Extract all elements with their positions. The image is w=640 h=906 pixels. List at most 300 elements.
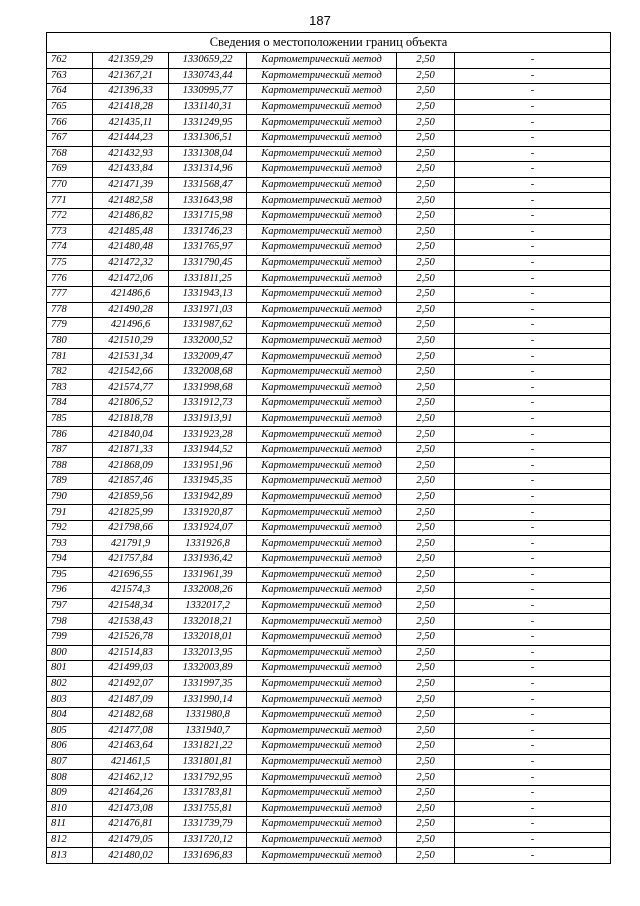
accuracy-cell: 2,50 [397,520,455,536]
point-number: 807 [47,754,93,770]
coord-y: 1331568,47 [169,177,247,193]
method-cell: Картометрический метод [247,364,397,380]
coord-x: 421871,33 [93,442,169,458]
table-row [47,271,611,287]
point-number: 768 [47,146,93,162]
point-number: 810 [47,801,93,817]
point-number: 790 [47,489,93,505]
coord-x: 421435,11 [93,115,169,131]
method-cell: Картометрический метод [247,130,397,146]
table-row [47,723,611,739]
table-row [47,130,611,146]
table-row [47,661,611,677]
point-number: 763 [47,68,93,84]
coord-x: 421480,48 [93,240,169,256]
accuracy-cell: 2,50 [397,770,455,786]
coord-y: 1332013,95 [169,645,247,661]
coord-x: 421574,3 [93,583,169,599]
accuracy-cell: 2,50 [397,224,455,240]
description-cell: - [455,240,611,256]
description-cell: - [455,505,611,521]
description-cell: - [455,255,611,271]
point-number: 778 [47,302,93,318]
point-number: 774 [47,240,93,256]
coord-y: 1331765,97 [169,240,247,256]
method-cell: Картометрический метод [247,817,397,833]
description-cell: - [455,349,611,365]
method-cell: Картометрический метод [247,567,397,583]
coord-x: 421472,06 [93,271,169,287]
coord-x: 421531,34 [93,349,169,365]
accuracy-cell: 2,50 [397,458,455,474]
coord-y: 1331940,7 [169,723,247,739]
description-cell: - [455,302,611,318]
accuracy-cell: 2,50 [397,817,455,833]
description-cell: - [455,162,611,178]
point-number: 806 [47,739,93,755]
coord-y: 1331997,35 [169,676,247,692]
description-cell: - [455,489,611,505]
table-row [47,224,611,240]
accuracy-cell: 2,50 [397,380,455,396]
description-cell: - [455,801,611,817]
accuracy-cell: 2,50 [397,583,455,599]
table-row [47,333,611,349]
accuracy-cell: 2,50 [397,723,455,739]
table-row [47,520,611,536]
point-number: 798 [47,614,93,630]
coord-y: 1330743,44 [169,68,247,84]
description-cell: - [455,146,611,162]
coord-y: 1331961,39 [169,567,247,583]
point-number: 809 [47,785,93,801]
method-cell: Картометрический метод [247,723,397,739]
method-cell: Картометрический метод [247,442,397,458]
table-row [47,832,611,848]
description-cell: - [455,520,611,536]
table-row [47,396,611,412]
table-row [47,567,611,583]
coord-y: 1331308,04 [169,146,247,162]
table-row [47,240,611,256]
accuracy-cell: 2,50 [397,629,455,645]
coord-x: 421367,21 [93,68,169,84]
description-cell: - [455,785,611,801]
table-row [47,380,611,396]
method-cell: Картометрический метод [247,146,397,162]
accuracy-cell: 2,50 [397,53,455,69]
accuracy-cell: 2,50 [397,193,455,209]
table-row [47,364,611,380]
point-number: 780 [47,333,93,349]
coord-y: 1331715,98 [169,208,247,224]
method-cell: Картометрический метод [247,333,397,349]
point-number: 791 [47,505,93,521]
description-cell: - [455,130,611,146]
coord-x: 421477,08 [93,723,169,739]
table-row [47,146,611,162]
coord-x: 421490,28 [93,302,169,318]
coord-x: 421485,48 [93,224,169,240]
description-cell: - [455,567,611,583]
accuracy-cell: 2,50 [397,302,455,318]
accuracy-cell: 2,50 [397,286,455,302]
coord-x: 421526,78 [93,629,169,645]
coord-x: 421464,26 [93,785,169,801]
point-number: 772 [47,208,93,224]
method-cell: Картометрический метод [247,68,397,84]
accuracy-cell: 2,50 [397,661,455,677]
point-number: 783 [47,380,93,396]
description-cell: - [455,458,611,474]
accuracy-cell: 2,50 [397,99,455,115]
point-number: 801 [47,661,93,677]
method-cell: Картометрический метод [247,286,397,302]
table-row [47,255,611,271]
table-row [47,286,611,302]
coord-x: 421359,29 [93,53,169,69]
description-cell: - [455,832,611,848]
accuracy-cell: 2,50 [397,115,455,131]
table-body [47,53,611,864]
table-row [47,349,611,365]
coord-y: 1332008,68 [169,364,247,380]
point-number: 773 [47,224,93,240]
coord-y: 1331998,68 [169,380,247,396]
accuracy-cell: 2,50 [397,848,455,864]
coord-x: 421538,43 [93,614,169,630]
coord-x: 421473,08 [93,801,169,817]
table-row [47,411,611,427]
point-number: 765 [47,99,93,115]
coord-x: 421487,09 [93,692,169,708]
method-cell: Картометрический метод [247,785,397,801]
coord-x: 421868,09 [93,458,169,474]
point-number: 805 [47,723,93,739]
point-number: 788 [47,458,93,474]
coord-x: 421463,64 [93,739,169,755]
coord-x: 421514,83 [93,645,169,661]
coord-y: 1331811,25 [169,271,247,287]
coord-x: 421479,05 [93,832,169,848]
table-row [47,427,611,443]
table-row [47,489,611,505]
method-cell: Картометрический метод [247,255,397,271]
method-cell: Картометрический метод [247,754,397,770]
table-title-row [47,33,611,53]
coord-y: 1331306,51 [169,130,247,146]
table-row [47,68,611,84]
point-number: 803 [47,692,93,708]
table-row [47,115,611,131]
coord-y: 1331643,98 [169,193,247,209]
accuracy-cell: 2,50 [397,801,455,817]
description-cell: - [455,271,611,287]
coord-x: 421818,78 [93,411,169,427]
point-number: 799 [47,629,93,645]
coord-y: 1332009,47 [169,349,247,365]
coord-y: 1332018,01 [169,629,247,645]
method-cell: Картометрический метод [247,520,397,536]
point-number: 804 [47,707,93,723]
method-cell: Картометрический метод [247,645,397,661]
method-cell: Картометрический метод [247,489,397,505]
description-cell: - [455,380,611,396]
coord-y: 1331944,52 [169,442,247,458]
coord-x: 421486,6 [93,286,169,302]
point-number: 813 [47,848,93,864]
table-row [47,848,611,864]
accuracy-cell: 2,50 [397,536,455,552]
point-number: 771 [47,193,93,209]
method-cell: Картометрический метод [247,629,397,645]
method-cell: Картометрический метод [247,458,397,474]
method-cell: Картометрический метод [247,536,397,552]
method-cell: Картометрический метод [247,832,397,848]
coord-y: 1332018,21 [169,614,247,630]
method-cell: Картометрический метод [247,614,397,630]
description-cell: - [455,193,611,209]
point-number: 775 [47,255,93,271]
coord-y: 1331755,81 [169,801,247,817]
coord-y: 1332003,89 [169,661,247,677]
table-row [47,177,611,193]
table-row [47,318,611,334]
point-number: 787 [47,442,93,458]
description-cell: - [455,224,611,240]
method-cell: Картометрический метод [247,505,397,521]
coord-y: 1331945,35 [169,474,247,490]
coord-y: 1331942,89 [169,489,247,505]
coord-x: 421432,93 [93,146,169,162]
coord-y: 1331790,45 [169,255,247,271]
table-row [47,442,611,458]
table-row [47,53,611,69]
accuracy-cell: 2,50 [397,739,455,755]
point-number: 808 [47,770,93,786]
point-number: 789 [47,474,93,490]
coord-x: 421806,52 [93,396,169,412]
coord-x: 421482,68 [93,707,169,723]
description-cell: - [455,208,611,224]
table-row [47,817,611,833]
description-cell: - [455,707,611,723]
coord-y: 1331739,79 [169,817,247,833]
point-number: 786 [47,427,93,443]
accuracy-cell: 2,50 [397,785,455,801]
accuracy-cell: 2,50 [397,349,455,365]
table-row [47,474,611,490]
description-cell: - [455,645,611,661]
accuracy-cell: 2,50 [397,333,455,349]
method-cell: Картометрический метод [247,474,397,490]
coord-y: 1331987,62 [169,318,247,334]
description-cell: - [455,68,611,84]
description-cell: - [455,661,611,677]
accuracy-cell: 2,50 [397,146,455,162]
table-row [47,99,611,115]
point-number: 779 [47,318,93,334]
table-row [47,801,611,817]
description-cell: - [455,427,611,443]
coord-x: 421418,28 [93,99,169,115]
description-cell: - [455,848,611,864]
description-cell: - [455,177,611,193]
table-row [47,614,611,630]
accuracy-cell: 2,50 [397,552,455,568]
coord-x: 421471,39 [93,177,169,193]
accuracy-cell: 2,50 [397,318,455,334]
point-number: 795 [47,567,93,583]
accuracy-cell: 2,50 [397,692,455,708]
table-row [47,692,611,708]
coord-y: 1331943,13 [169,286,247,302]
accuracy-cell: 2,50 [397,505,455,521]
coord-y: 1331980,8 [169,707,247,723]
description-cell: - [455,723,611,739]
description-cell: - [455,99,611,115]
coord-x: 421825,99 [93,505,169,521]
table-row [47,707,611,723]
accuracy-cell: 2,50 [397,255,455,271]
method-cell: Картометрический метод [247,598,397,614]
description-cell: - [455,411,611,427]
table-row [47,458,611,474]
point-number: 792 [47,520,93,536]
point-number: 802 [47,676,93,692]
method-cell: Картометрический метод [247,240,397,256]
coord-x: 421857,46 [93,474,169,490]
accuracy-cell: 2,50 [397,427,455,443]
point-number: 770 [47,177,93,193]
coord-y: 1331249,95 [169,115,247,131]
coord-y: 1331792,95 [169,770,247,786]
method-cell: Картометрический метод [247,661,397,677]
description-cell: - [455,614,611,630]
accuracy-cell: 2,50 [397,84,455,100]
point-number: 812 [47,832,93,848]
point-number: 784 [47,396,93,412]
accuracy-cell: 2,50 [397,754,455,770]
boundary-table [46,32,611,864]
coord-x: 421462,12 [93,770,169,786]
description-cell: - [455,318,611,334]
coord-y: 1331801,81 [169,754,247,770]
accuracy-cell: 2,50 [397,442,455,458]
coord-y: 1331783,81 [169,785,247,801]
coord-x: 421472,32 [93,255,169,271]
description-cell: - [455,739,611,755]
description-cell: - [455,754,611,770]
point-number: 762 [47,53,93,69]
coord-y: 1331720,12 [169,832,247,848]
method-cell: Картометрический метод [247,99,397,115]
table-row [47,629,611,645]
coord-x: 421548,34 [93,598,169,614]
coord-x: 421840,04 [93,427,169,443]
description-cell: - [455,115,611,131]
coord-y: 1331923,28 [169,427,247,443]
accuracy-cell: 2,50 [397,489,455,505]
table-row [47,770,611,786]
point-number: 764 [47,84,93,100]
method-cell: Картометрический метод [247,193,397,209]
table-row [47,505,611,521]
table-row [47,302,611,318]
description-cell: - [455,770,611,786]
coord-x: 421496,6 [93,318,169,334]
coord-x: 421461,5 [93,754,169,770]
coord-y: 1331936,42 [169,552,247,568]
point-number: 777 [47,286,93,302]
method-cell: Картометрический метод [247,801,397,817]
accuracy-cell: 2,50 [397,707,455,723]
method-cell: Картометрический метод [247,53,397,69]
description-cell: - [455,817,611,833]
method-cell: Картометрический метод [247,583,397,599]
description-cell: - [455,552,611,568]
coord-x: 421444,23 [93,130,169,146]
method-cell: Картометрический метод [247,349,397,365]
accuracy-cell: 2,50 [397,177,455,193]
method-cell: Картометрический метод [247,552,397,568]
method-cell: Картометрический метод [247,848,397,864]
point-number: 811 [47,817,93,833]
table-row [47,208,611,224]
accuracy-cell: 2,50 [397,645,455,661]
coord-x: 421791,9 [93,536,169,552]
table-row [47,676,611,692]
method-cell: Картометрический метод [247,162,397,178]
method-cell: Картометрический метод [247,676,397,692]
method-cell: Картометрический метод [247,770,397,786]
method-cell: Картометрический метод [247,380,397,396]
method-cell: Картометрический метод [247,411,397,427]
accuracy-cell: 2,50 [397,208,455,224]
accuracy-cell: 2,50 [397,832,455,848]
point-number: 794 [47,552,93,568]
description-cell: - [455,286,611,302]
table-row [47,645,611,661]
table-title: Сведения о местоположении границ объекта [47,33,611,53]
description-cell: - [455,333,611,349]
point-number: 796 [47,583,93,599]
coord-y: 1331920,87 [169,505,247,521]
coord-y: 1331926,8 [169,536,247,552]
coord-y: 1331314,96 [169,162,247,178]
coord-y: 1331990,14 [169,692,247,708]
accuracy-cell: 2,50 [397,411,455,427]
coord-y: 1332000,52 [169,333,247,349]
coord-x: 421542,66 [93,364,169,380]
point-number: 769 [47,162,93,178]
coord-y: 1332008,26 [169,583,247,599]
accuracy-cell: 2,50 [397,271,455,287]
method-cell: Картометрический метод [247,318,397,334]
table-row [47,598,611,614]
point-number: 800 [47,645,93,661]
coord-y: 1331951,96 [169,458,247,474]
coord-x: 421492,07 [93,676,169,692]
accuracy-cell: 2,50 [397,567,455,583]
coord-y: 1331971,03 [169,302,247,318]
coord-x: 421476,81 [93,817,169,833]
method-cell: Картометрический метод [247,302,397,318]
accuracy-cell: 2,50 [397,396,455,412]
coord-y: 1330659,22 [169,53,247,69]
method-cell: Картометрический метод [247,208,397,224]
coord-x: 421510,29 [93,333,169,349]
